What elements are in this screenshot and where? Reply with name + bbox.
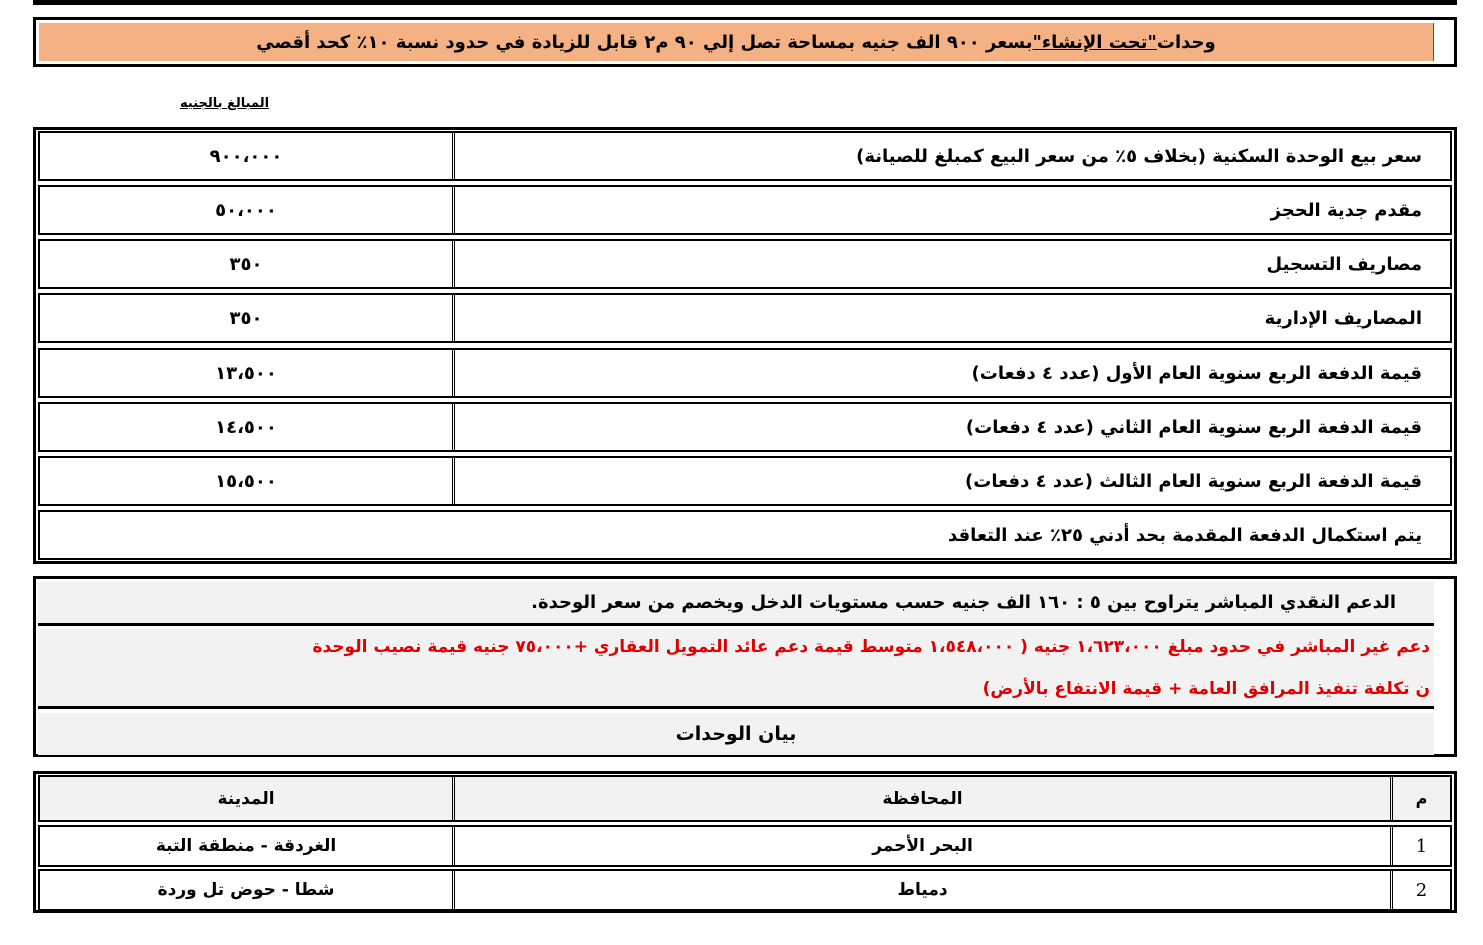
- price-row: [38, 131, 1452, 181]
- price-value: ٥٠،٠٠٠: [215, 199, 277, 221]
- city-cell: شطا - حوض تل وردة: [157, 880, 335, 900]
- price-value: ١٣،٥٠٠: [215, 362, 277, 384]
- price-value: ٣٥٠: [229, 253, 263, 275]
- header-part2: "تحت الإنشاء": [1032, 31, 1157, 53]
- units-header-row: [38, 775, 1452, 822]
- support-box: [33, 576, 1457, 757]
- price-row: [38, 185, 1452, 235]
- price-label: قيمة الدفعة الربع سنوية العام الثالث (عدد ٤ دفعات): [452, 458, 1450, 504]
- units-table: [33, 771, 1457, 913]
- price-footer-row: [38, 510, 1452, 560]
- price-row: [38, 293, 1452, 343]
- price-label: سعر بيع الوحدة السكنية (بخلاف ٥٪ من سعر البيع كمبلغ للصيانة): [452, 133, 1450, 179]
- price-label: قيمة الدفعة الربع سنوية العام الثاني (عدد ٤ دفعات): [452, 404, 1450, 450]
- table-row: [38, 869, 1452, 911]
- header-text: [39, 23, 1434, 61]
- price-label: قيمة الدفعة الربع سنوية العام الأول (عدد ٤ دفعات): [452, 350, 1450, 396]
- header-part1: وحدات: [1156, 31, 1216, 53]
- table-row: [38, 825, 1452, 867]
- price-row: [38, 239, 1452, 289]
- indirect-support-line1: دعم غير المباشر في حدود مبلغ ١،٦٢٣،٠٠٠ جنيه ( ١،٥٤٨،٠٠٠ متوسط قيمة دعم عائد التمويل العقاري +٧٥،٠٠٠ جنيه قيمة نصيب الوحدة: [312, 637, 1430, 657]
- price-label: المصاريف الإدارية: [452, 295, 1450, 341]
- num-cell: 2: [1415, 879, 1428, 901]
- price-row: [38, 348, 1452, 398]
- price-row: [38, 402, 1452, 452]
- price-value: ٣٥٠: [229, 307, 263, 329]
- num-cell: 1: [1415, 835, 1428, 857]
- price-footer: يتم استكمال الدفعة المقدمة بحد أدني ٢٥٪ عند التعاقد: [948, 524, 1422, 546]
- price-value: ١٤،٥٠٠: [215, 416, 277, 438]
- price-table: [33, 127, 1457, 564]
- price-label: مصاريف التسجيل: [452, 241, 1450, 287]
- governorate-cell: دمياط: [452, 871, 1393, 909]
- header-part3: بسعر ٩٠٠ الف جنيه بمساحة تصل إلي ٩٠ م٢ قابل للزيادة في حدود نسبة ١٠٪ كحد أقصي: [256, 31, 1033, 53]
- header-governorate: المحافظة: [452, 777, 1393, 820]
- top-rule: [33, 0, 1457, 5]
- units-heading: بيان الوحدات: [38, 713, 1434, 755]
- header-city: المدينة: [217, 788, 275, 809]
- price-value: ١٥،٥٠٠: [215, 470, 277, 492]
- price-row: [38, 456, 1452, 506]
- indirect-support: [38, 629, 1434, 709]
- header-banner: [33, 17, 1457, 67]
- governorate-cell: البحر الأحمر: [452, 827, 1393, 865]
- header-num: م: [1415, 789, 1428, 808]
- price-value: ٩٠٠،٠٠٠: [209, 145, 283, 167]
- indirect-support-line2: ن تكلفة تنفيذ المرافق العامة + قيمة الانتفاع بالأرض): [982, 679, 1430, 699]
- price-label: مقدم جدية الحجز: [452, 187, 1450, 233]
- direct-support: الدعم النقدي المباشر يتراوح بين ٥ : ١٦٠ الف جنيه حسب مستويات الدخل ويخصم من سعر الوحدة.: [38, 582, 1434, 626]
- city-cell: الغردقة - منطقة التبة: [155, 836, 337, 856]
- amounts-note: المبالغ بالجنيه: [180, 96, 270, 111]
